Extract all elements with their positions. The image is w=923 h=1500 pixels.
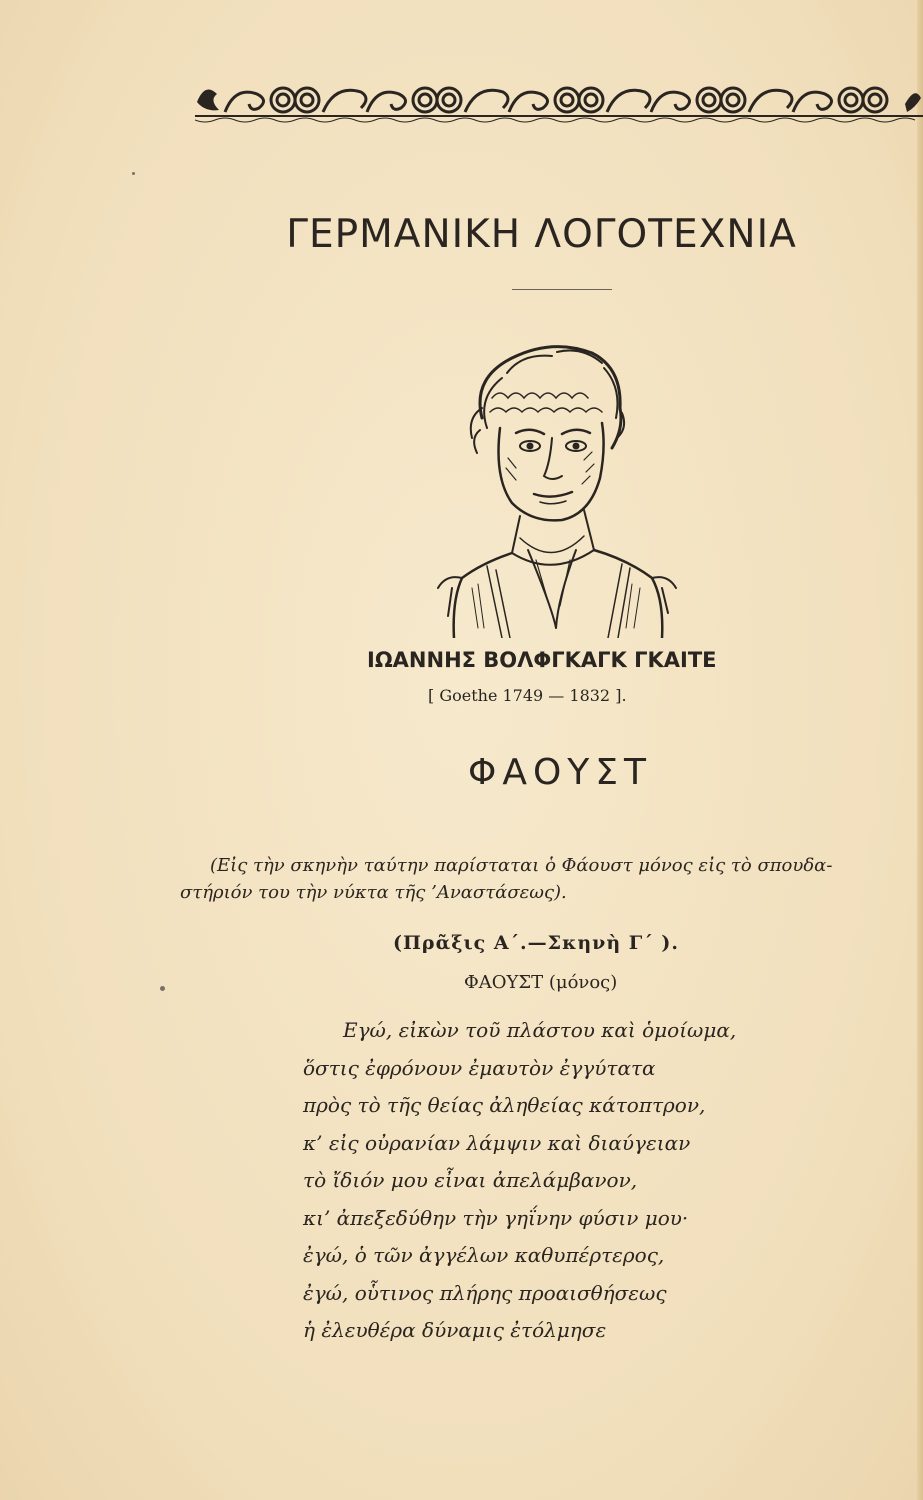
verse-line: κι’ ἀπεξεδύθην τὴν γηΐνην φύσιν μου· xyxy=(303,1205,689,1230)
verse-line: ἐγώ, ὁ τῶν ἀγγέλων καθυπέρτερος, xyxy=(303,1243,665,1267)
verse-line: ἐγώ, οὗτινος πλήρης προαισθήσεως xyxy=(303,1280,667,1305)
speaker-label: ΦΑΟΥΣΤ (μόνος) xyxy=(464,972,618,993)
act-scene-label: (Πρᾶξις Α΄.—Σκηνὴ Γ΄ ). xyxy=(393,932,679,954)
author-dates: [ Goethe 1749 — 1832 ]. xyxy=(428,686,627,705)
page-title: ΓΕΡΜΑΝΙΚΗ ΛΟΓΟΤΕΧΝΙΑ xyxy=(286,212,797,257)
verse-line: ὅστις ἐφρόνουν ἐμαυτὸν ἐγγύτατα xyxy=(303,1055,656,1080)
decorative-border-icon xyxy=(195,72,923,124)
verse-line: πρὸς τὸ τῆς θείας ἀληθείας κάτοπτρον, xyxy=(303,1093,706,1117)
verse-line: τὸ ἴδιόν μου εἶναι ἀπελάμβανον, xyxy=(303,1168,638,1192)
verse-line: Εγώ, εἰκὼν τοῦ πλάστου καὶ ὁμοίωμα, xyxy=(343,1018,737,1042)
title-divider xyxy=(512,289,612,290)
author-name: ΙΩΑΝΝΗΣ ΒΟΛΦΓΚΑΓΚ ΓΚΑΙΤΕ xyxy=(367,648,717,672)
stage-direction xyxy=(180,852,915,906)
work-title: ΦΑΟΥΣΤ xyxy=(468,752,653,793)
verse-block xyxy=(303,1012,736,1350)
stage-direction-line: (Εἰς τὴν σκηνὴν ταύτην παρίσταται ὁ Φάουστ μόνος εἰς τὸ σπουδα- xyxy=(210,855,833,876)
verse-line: κ’ εἰς οὐρανίαν λάμψιν καὶ διαύγειαν xyxy=(303,1130,691,1155)
paper-speck xyxy=(160,986,165,991)
verse-line: ἡ ἐλευθέρα δύναμις ἐτόλμησε xyxy=(303,1318,607,1342)
stage-direction-line: στήριόν του τὴν νύκτα τῆς ’Αναστάσεως). xyxy=(180,882,567,903)
paper-speck xyxy=(132,172,135,175)
goethe-portrait-icon xyxy=(432,338,682,638)
